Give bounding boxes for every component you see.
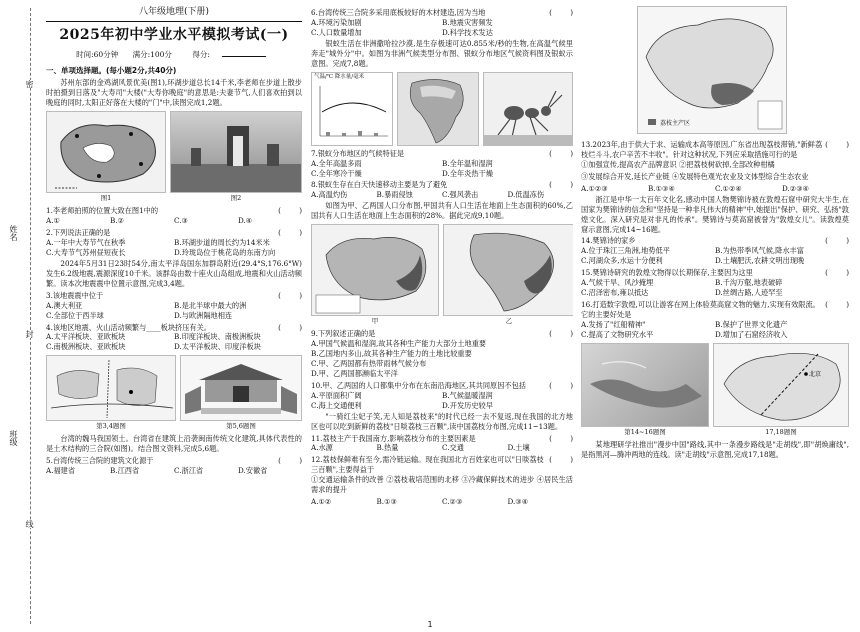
question-15: 15.樊锦诗研究的敦煌文物得以长期保存,主要因为这里 ( ) xyxy=(581,268,849,278)
fig1718-caption: 17,18题图 xyxy=(765,427,797,436)
sunset-photo-figure xyxy=(170,111,302,193)
fig56-caption: 第5,6题图 xyxy=(226,422,256,431)
silver-ant-figure xyxy=(483,72,573,146)
question-8: 8.银蚁生存在白天快速移动主要是为了避免 ( ) xyxy=(311,180,573,190)
question-10-options: A.平原面积广阔 B.气候温暖湿润 C.海上交通便利 D.开发历史较早 xyxy=(311,390,493,410)
country-b-population-map xyxy=(443,224,573,316)
question-11: 11.荔枝主产于我国南方,影响荔枝分布的主要因素是 ( ) xyxy=(311,433,573,443)
fig34-caption: 第3,4题图 xyxy=(96,422,126,431)
question-13-statement-a: ①加强宣传,提高农产品牌意识 ②把荔枝树砍掉,全部改种柑橘 xyxy=(581,159,775,169)
courtyard-house-figure xyxy=(180,355,302,421)
exam-meta xyxy=(46,50,302,60)
question-4: 4.该地区地震、火山活动频繁与____板块挤压有关。 ( ) xyxy=(46,322,302,332)
page-number: 1 xyxy=(427,619,433,629)
question-13-statement-b: ③发展综合开发,延长产业链 ④发展特色观光农业及文体型综合生态农业 xyxy=(581,171,809,181)
exam-time: 时间:60分钟 xyxy=(76,49,119,59)
question-4-options: A.太平洋板块、亚欧板块 B.印度洋板块、南极洲板块 C.南极洲板块、亚欧板块 D.太平洋板块、印度洋板块 xyxy=(46,332,261,352)
question-6: 6.台湾传统三合院多采用底板较好的木材建造,因为当地 ( ) xyxy=(311,8,573,17)
question-6-options: A.环境污染加剧 B.地震灾害频发 C.人口数量增加 D.科学技术发达 xyxy=(311,17,493,37)
question-11-options: A.水源 B.热量 C.交通 D.土壤 xyxy=(311,443,530,453)
column-middle xyxy=(311,6,573,622)
question-16: 16.打造数字敦煌,可以让游客在网上体验莫高窟文物的魅力,实现有效限流。它的主要好处是 ( ) xyxy=(581,300,849,319)
column-right xyxy=(581,6,849,622)
question-10: 10.甲、乙两国的人口都集中分布在东南沿海地区,其共同原因不包括 ( ) xyxy=(311,380,573,390)
mogao-caves-photo xyxy=(581,343,709,427)
hu-line-map xyxy=(713,343,849,427)
exam-title: 2025年初中学业水平模拟考试(一) xyxy=(59,27,289,44)
column-left xyxy=(46,6,302,622)
question-3-options: A.澳大利亚 B.是北半球中最大的洲 C.全部位于西半球 D.与欧洲隔地相连 xyxy=(46,300,247,320)
question-7-options: A.全年高温多雨 B.全年温和湿润 C.全年寒冷干燥 D.全年炎热干燥 xyxy=(311,158,493,178)
question-2: 2.下列说法正确的是 ( ) xyxy=(46,228,302,238)
question-3: 3.该地震震中位于 ( ) xyxy=(46,290,302,300)
passage-17-18: 某地理研学社推出"漫步中国"路线,其中一条漫步路线是"走胡线",即"胡焕庸线",是指黑河—腾冲两地的连线。读"走胡线"示意图,完成17,18题。 xyxy=(581,439,849,459)
question-12-statements: ①交通运输条件的改善 ②荔枝栽培范围的北移 ③冷藏保鲜技术的进步 ④居民生活需求的提升 xyxy=(311,475,573,495)
question-2-options: A.一年中大寿节气在秋季 B.环湖步道的周长约为14米米 C.大寿节气苏州昼短夜长 D.玲珑岛位于桃花岛的东南方向 xyxy=(46,238,276,257)
figure-row-1-2 xyxy=(46,111,302,203)
lake-map-figure xyxy=(46,111,166,193)
climate-chart-figure: 气温/℃ 降水量/毫米 xyxy=(311,72,393,146)
question-12: 12.荔枝保鲜难有至今,需冷链运输。现在我国北方百姓家也可以"日啖荔枝三百颗",主要得益于 ( ) xyxy=(311,455,573,475)
gutter-fold-label: 封 xyxy=(25,330,35,338)
question-14: 14.樊锦诗的家乡 ( ) xyxy=(581,236,849,246)
map-city-label: 北京 xyxy=(809,370,822,378)
fig2-caption: 图2 xyxy=(230,194,242,203)
passage-1-2: 苏州东部的金鸡湖风景优美(图1),环湖步道总长14千米,李老师在步道上散步时拍摄到日落及"大寿司"大楼("大寿你晚庭"的意思是:夫妻节气,人们喜欢拍到以晚庭的同时,太阳正好落在大楼的"门"中,读图完成1,2题。 xyxy=(46,78,302,108)
question-5: 5.台湾传统三合院的建筑文化源于 ( ) xyxy=(46,456,302,466)
score-field: 得分: xyxy=(186,50,272,59)
exam-score: 满分:100分 xyxy=(132,49,172,59)
passage-3-4: 2024年5月31日23时54分,南太平洋岛国东加群岛附近(29.4°S,176.6°W)发生6.2级地震,震源深度10千米。该群岛由数十座火山岛组成,地震和火山活动频繁。读本次地震震中位置示意图,完成3,4题。 xyxy=(46,258,302,288)
plate-map-figure xyxy=(46,355,176,421)
subject-header: 八年级地理(下册) xyxy=(46,6,302,22)
fig1-caption: 图1 xyxy=(100,194,112,203)
section-heading: 一、单项选择题。(每小题2分,共40分) xyxy=(46,66,177,76)
question-1-options: A.① B.② C.③ D.④ xyxy=(46,216,253,226)
passage-11-13: "一骑红尘妃子笑,无人知是荔枝来"的时代已经一去不复返,现在我国的北方地区也可以吃到新鲜的荔枝"日啖荔枝三百颗",读中国荔枝分布图,完成11~13题。 xyxy=(311,411,573,431)
figure-row-14-18 xyxy=(581,343,849,437)
gutter-seal-label: 密 xyxy=(25,80,35,88)
question-5-options: A.福建省 B.江西省 C.浙江省 D.安徽省 xyxy=(46,466,268,476)
cut-line xyxy=(30,8,31,624)
china-lychee-map xyxy=(637,6,787,134)
class-field-label: 班级 xyxy=(9,430,19,446)
passage-9-10: 如图为甲、乙两国人口分布图,甲国共有人口生活在地面上生态面积的60%,乙国共有人口生活在地面上生态面积的28%。据此完成9,10题。 xyxy=(311,201,573,221)
question-12-options: A.①② B.①③ C.②③ D.③④ xyxy=(311,497,529,507)
figure-row-9-10 xyxy=(311,224,573,326)
question-13: 13.2023年,由于供大于求、运输成本高等原因,广东省出现荔枝滞销,"新鲜荔枝烂斗斗,农户辛苦不丰收"。针对这种状况,下列应采取措施可行的是 ( ) xyxy=(581,140,849,159)
question-16-options: A.发扬了"红船精神" B.保护了世界文化遗产 C.提高了文物研究水平 D.增加了石窟经济收入 xyxy=(581,319,788,339)
question-14-options: A.位于珠江三角洲,地势低平 B.为热带季风气候,降水丰富 C.河湖众多,水运十分便利 D.土壤肥沃,农耕文明出现晚 xyxy=(581,246,805,266)
map-legend-label: 荔枝主产区 xyxy=(660,120,691,127)
question-7: 7.银蚁分布地区的气候特征是 ( ) xyxy=(311,148,573,158)
question-1: 1.李老师拍照的位置大致在图1中的 ( ) xyxy=(46,206,302,216)
figure-row-3-6 xyxy=(46,355,302,431)
fig1416-caption: 第14~16题图 xyxy=(624,427,666,436)
binding-gutter xyxy=(0,0,44,632)
country-a-population-map xyxy=(311,224,439,316)
question-9-options: A.甲国气候温和湿润,故其各种生产能力大部分土地重要 B.乙国地内多山,故其各种生产能力的土地比较重要 C.甲、乙两国都有热带雨林气候分布 D.甲、乙两国都濒临太平洋 xyxy=(311,339,487,378)
passage-5-6: 台湾的魏马我国领土。台湾省在建筑上沿袭闽南传统文化建筑,具体代表性的是土木结构的三合院(如图)。结合图文资料,完成5,6题。 xyxy=(46,434,302,454)
figure-row-7-8 xyxy=(311,72,573,146)
name-field-label: 姓名 xyxy=(9,225,19,241)
question-15-options: A.气候干旱、风沙掩埋 B.千沟万壑,地表破碎 C.沼泽密布,雍以抵达 D.丝绸古路,人迹罕至 xyxy=(581,278,783,298)
passage-14-16: 浙江是中华一太百年文化名,感动中国人物樊锦诗被在敦煌石窟中研究大半生,在国家为樊锦诗的信念和"坚持是一种非凡伟大的精神"中,她提出"保护、研究、弘扬"敦煌文化。深入研究是对非凡的传承"。樊锦诗与莫高窟被誉为"敦煌女儿"。读敦煌莫窟示意图,完成14~16题。 xyxy=(581,194,849,234)
question-13-options: A.①②③ B.①③④ C.①②④ D.②③④ xyxy=(581,183,810,193)
passage-7-8: 银蚁生活在非洲撒哈拉沙漠,是生存极速可达0.855米/秒的生物,在高温气候里奔走"城外分"中。如图为非洲气候类型分布图、银蚁分布地区气候资料图及银蚁示意图。完成7,8题。 xyxy=(311,38,573,68)
gutter-line-label: 线 xyxy=(25,520,35,528)
question-8-options: A.高温灼伤 B.暴雨侵蚀 C.强风袭击 D.低温冻伤 xyxy=(311,190,545,200)
country-b-label: 乙 xyxy=(505,317,513,326)
country-a-label: 甲 xyxy=(371,317,379,326)
africa-climate-map-figure xyxy=(397,72,479,146)
question-9: 9.下列叙述正确的是 ( ) xyxy=(311,329,573,339)
